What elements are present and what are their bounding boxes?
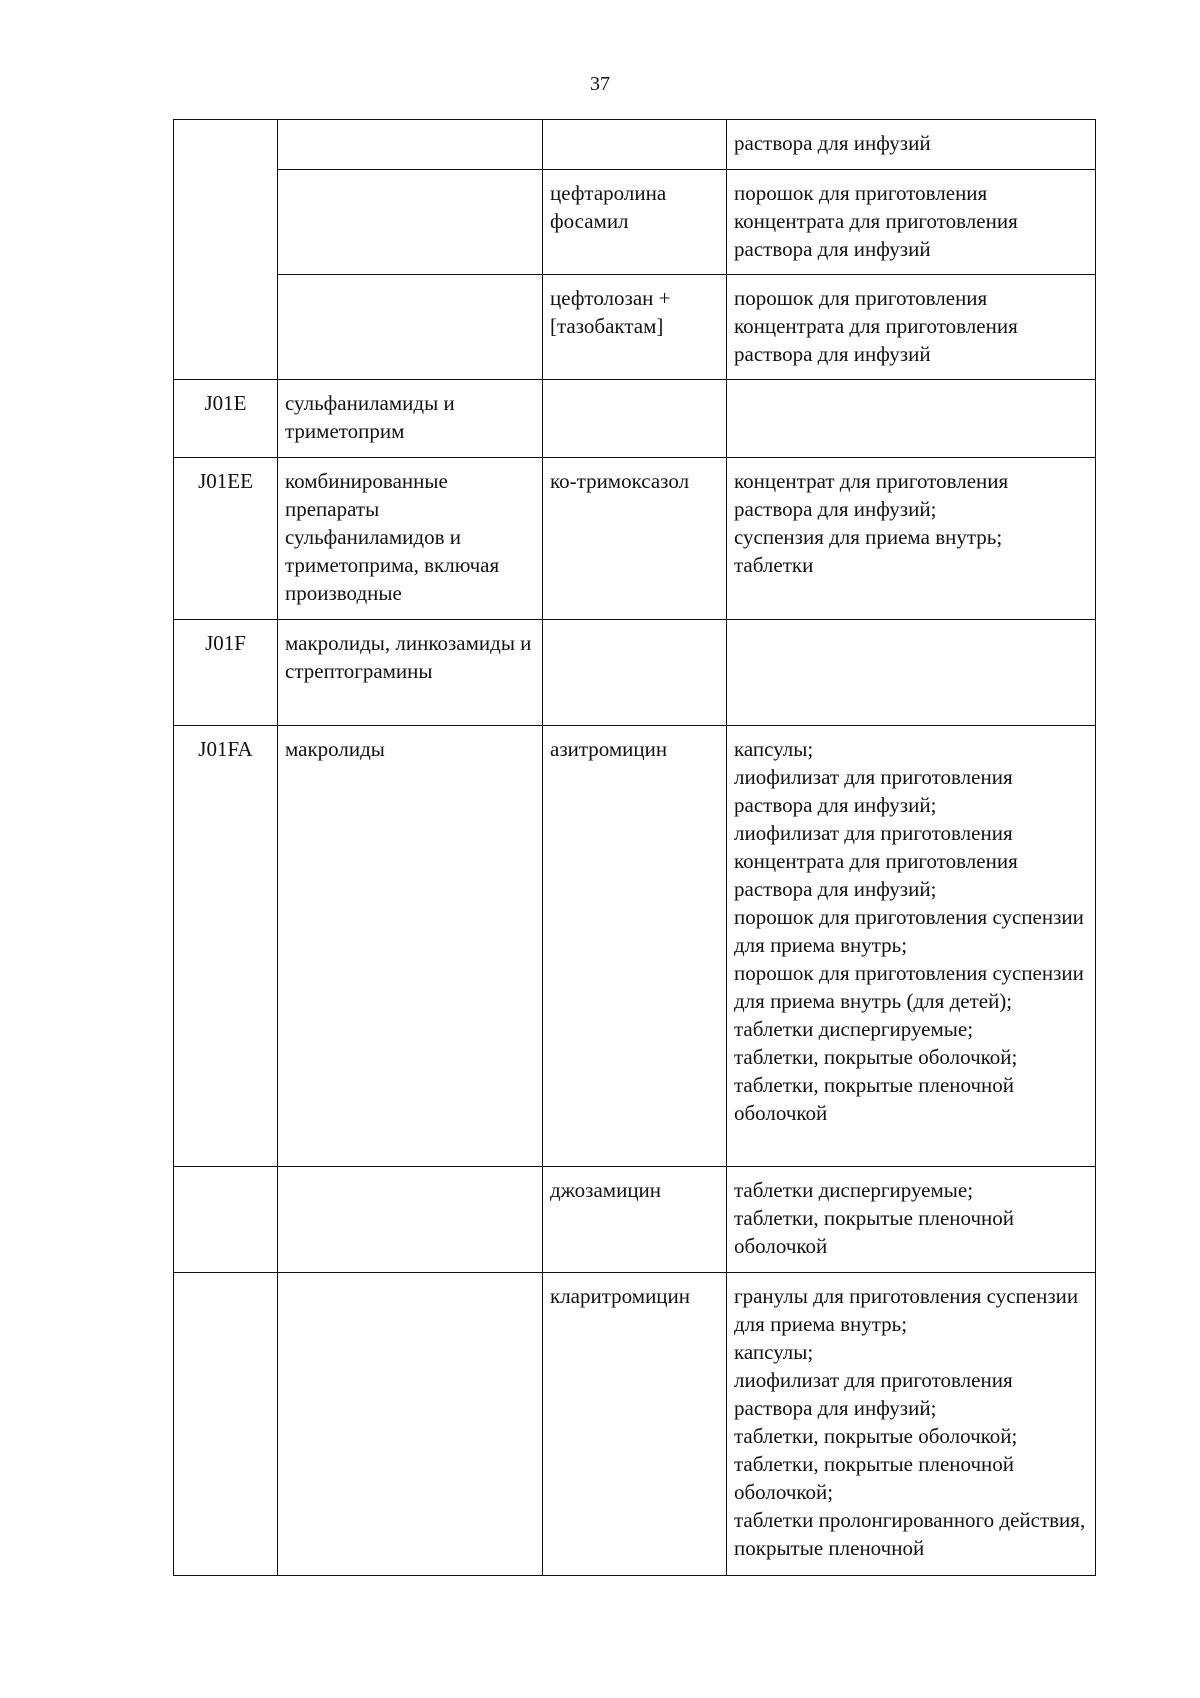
group-cell: макролиды [278,726,543,1167]
forms-cell: капсулы; лиофилизат для приготовления раствора для инфузий; лиофилизат для приготовления концентрата для приготовления раствора для инфузий; порошок для приготовления суспензии для приема внутрь; порошок для приготовления суспензии для приема внутрь (для детей); таблетки диспергируемые; таблетки, покрытые оболочкой; таблетки, покрытые пленочной оболочкой [727,726,1096,1167]
drug-cell: цефтаролина фосамил [543,170,727,275]
drug-cell [543,620,727,726]
drug-cell: азитромицин [543,726,727,1167]
drug-cell: кларитромицин [543,1273,727,1576]
atc-code-cell [174,170,278,275]
atc-code-cell [174,1167,278,1273]
drug-cell [543,380,727,458]
forms-cell: порошок для приготовления концентрата для приготовления раствора для инфузий [727,170,1096,275]
group-cell [278,275,543,380]
forms-cell [727,620,1096,726]
group-cell [278,120,543,170]
table-row [174,120,1096,170]
drug-cell: джозамицин [543,1167,727,1273]
atc-code-cell [174,275,278,380]
page-number: 37 [590,73,610,95]
atc-code-cell: J01FA [174,726,278,1167]
forms-cell: таблетки диспергируемые; таблетки, покрытые пленочной оболочкой [727,1167,1096,1273]
group-cell [278,1273,543,1576]
drug-cell [543,120,727,170]
table-row [174,620,1096,726]
drug-cell: цефтолозан + [тазобактам] [543,275,727,380]
group-cell [278,170,543,275]
group-cell: комбинированные препараты сульфаниламидов и триметоприма, включая производные [278,458,543,620]
table-row [174,275,1096,380]
forms-cell [727,380,1096,458]
table-row [174,1273,1096,1576]
atc-code-cell: J01EE [174,458,278,620]
forms-cell: порошок для приготовления концентрата для приготовления раствора для инфузий [727,275,1096,380]
forms-cell: раствора для инфузий [727,120,1096,170]
table-row [174,170,1096,275]
forms-cell: гранулы для приготовления суспензии для приема внутрь; капсулы; лиофилизат для приготовления раствора для инфузий; таблетки, покрытые оболочкой; таблетки, покрытые пленочной оболочкой; таблетки пролонгированного действия, покрытые пленочной [727,1273,1096,1576]
forms-cell: концентрат для приготовления раствора для инфузий; суспензия для приема внутрь; таблетки [727,458,1096,620]
group-cell: сульфаниламиды и триметоприм [278,380,543,458]
atc-code-cell [174,1273,278,1576]
group-cell [278,1167,543,1273]
atc-code-cell [174,120,278,170]
table-row [174,458,1096,620]
table-row [174,1167,1096,1273]
table-row [174,726,1096,1167]
atc-code-cell: J01E [174,380,278,458]
drug-table [173,119,1096,1576]
group-cell: макролиды, линкозамиды и стрептограмины [278,620,543,726]
drug-cell: ко-тримоксазол [543,458,727,620]
table-row [174,380,1096,458]
atc-code-cell: J01F [174,620,278,726]
